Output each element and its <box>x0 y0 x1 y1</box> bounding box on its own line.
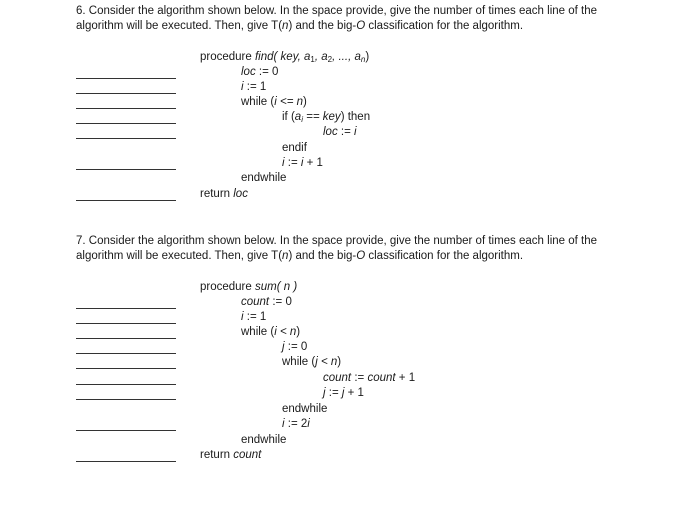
q6-assign-var: loc <box>323 126 338 138</box>
q6-while-cond: i <= n <box>274 96 304 108</box>
q6-assign-i: i <box>354 126 357 138</box>
q7-j-incr-mid: := <box>325 387 342 399</box>
q6-incr-plus: + 1 <box>303 157 323 169</box>
q7-while2-kw: while ( <box>282 356 316 368</box>
q7-i-rest: := 1 <box>243 311 267 323</box>
q6-incr-var: i <box>282 157 285 169</box>
q6-line-assign <box>323 125 357 140</box>
q6-endwhile: endwhile <box>241 172 287 184</box>
q6-proc-close: ) <box>365 51 370 63</box>
q7-answer-blank-8[interactable] <box>76 430 176 431</box>
q6-loc-rest: := 0 <box>255 66 279 78</box>
q6-while-kw: while ( <box>241 96 275 108</box>
q7-count-var: count <box>241 296 270 308</box>
q7-count-incr-mid: := <box>351 372 368 384</box>
q7-while1-close: ) <box>296 326 301 338</box>
q7-j-incr-plus: + 1 <box>344 387 364 399</box>
q6-answer-blank-7[interactable] <box>76 200 176 201</box>
q7-line-while-outer <box>241 325 300 340</box>
q6-proc-subn: n <box>360 55 366 64</box>
q7-line-endwhile-outer <box>241 433 286 448</box>
q6-loc-var: loc <box>241 66 256 78</box>
q6-if-sub: i <box>301 115 303 124</box>
q7-i-double-b: i <box>307 418 310 430</box>
q6-proc-c1: , a <box>314 51 328 63</box>
q6-answer-blank-4[interactable] <box>76 123 176 124</box>
q7-line-j-incr <box>323 386 364 401</box>
q6-i-rest: := 1 <box>243 81 267 93</box>
q6-answer-blank-5[interactable] <box>76 138 176 139</box>
question-7-number: 7. <box>76 235 86 247</box>
question-7 <box>76 234 676 264</box>
q7-line-endwhile-inner <box>282 402 327 417</box>
q7-count-rest: := 0 <box>269 296 292 308</box>
q6-l2a: algorithm will be executed. Then, give T( <box>76 20 283 32</box>
q6-answer-blank-3[interactable] <box>76 108 176 109</box>
q7-proc-name: sum <box>254 281 277 293</box>
q6-l2c: classification for the algorithm. <box>365 20 524 32</box>
q7-answer-blank-2[interactable] <box>76 323 176 324</box>
question-6-line1: Consider the algorithm shown below. In the space provide, give the number of times each line of the <box>88 5 598 17</box>
q7-count-incr-a: count <box>323 372 352 384</box>
q7-answer-blank-4[interactable] <box>76 353 176 354</box>
q6-line-endif <box>282 141 307 156</box>
q7-j-var: j <box>282 341 285 353</box>
q6-proc-args: ( key, a <box>273 51 311 63</box>
question-6-number: 6. <box>76 5 86 17</box>
q7-proc-args: ( n ) <box>276 281 298 293</box>
q7-while1-cond: i < n <box>274 326 297 338</box>
q7-i-double-a: i <box>282 418 285 430</box>
q7-j-incr-a: j <box>323 387 326 399</box>
q6-incr-rest: := <box>284 157 301 169</box>
q7-line-count-incr <box>323 371 415 386</box>
q7-l2o: O <box>356 250 366 262</box>
question-6-prompt <box>76 4 676 34</box>
q7-i-var: i <box>241 311 244 323</box>
q6-line-endwhile <box>241 171 286 186</box>
q6-proc-sub1: 1 <box>310 55 315 64</box>
q7-l2b: ) and the big- <box>288 250 357 262</box>
q6-l2n: n <box>282 20 289 32</box>
question-7-line1: Consider the algorithm shown below. In the space provide, give the number of times each line of the <box>88 235 598 247</box>
q7-line-i-double <box>282 417 310 432</box>
q6-proc-name: find <box>254 51 274 63</box>
q6-if-then: ) then <box>340 111 371 123</box>
q7-l2c: classification for the algorithm. <box>365 250 524 262</box>
q7-answer-blank-6[interactable] <box>76 384 176 385</box>
q6-procedure-header <box>200 50 369 65</box>
q7-line-i-init <box>241 310 266 325</box>
q6-if-a: a <box>294 111 302 123</box>
q7-while2-close: ) <box>337 356 342 368</box>
q7-procedure-header <box>200 280 297 295</box>
q7-answer-blank-7[interactable] <box>76 399 176 400</box>
q7-proc-kw: procedure <box>200 281 255 293</box>
q6-proc-kw: procedure <box>200 51 255 63</box>
question-6 <box>76 4 676 34</box>
q7-answer-blank-1[interactable] <box>76 308 176 309</box>
q7-return-kw: return <box>200 449 234 461</box>
q6-l2o: O <box>356 20 366 32</box>
q6-line-while <box>241 95 307 110</box>
q7-count-incr-plus: + 1 <box>395 372 416 384</box>
q7-line-while-inner <box>282 355 341 370</box>
q6-proc-rest: , ..., a <box>332 51 361 63</box>
q7-endwhile-inner: endwhile <box>282 403 328 415</box>
q6-l2b: ) and the big- <box>288 20 357 32</box>
q6-return-var: loc <box>233 188 248 200</box>
q6-while-close: ) <box>303 96 307 108</box>
q6-line-return <box>200 187 248 202</box>
q6-proc-sub2: 2 <box>327 55 333 64</box>
q6-if-cond: == key <box>302 111 341 123</box>
q7-j-incr-b: j <box>341 387 345 399</box>
q7-return-var: count <box>233 449 262 461</box>
q6-return-kw: return <box>200 188 234 200</box>
q7-line-return <box>200 448 261 463</box>
q7-answer-blank-9[interactable] <box>76 461 176 462</box>
q7-i-double-mid: := 2 <box>284 418 308 430</box>
q6-assign-rest: := <box>337 126 355 138</box>
q7-while2-cond: j < n <box>315 356 338 368</box>
q7-line-count-init <box>241 295 292 310</box>
q6-answer-blank-6[interactable] <box>76 169 176 170</box>
q6-line-i-init <box>241 80 266 95</box>
q6-line-incr <box>282 156 323 171</box>
q7-j-rest: := 0 <box>284 341 308 353</box>
q6-line-loc-init <box>241 65 278 80</box>
q7-while1-kw: while ( <box>241 326 275 338</box>
q7-line-j-init <box>282 340 307 355</box>
q6-if-kw: if ( <box>282 111 295 123</box>
q7-answer-blank-3[interactable] <box>76 338 176 339</box>
q7-count-incr-b: count <box>367 372 396 384</box>
question-7-prompt <box>76 234 676 264</box>
q7-l2n: n <box>282 250 289 262</box>
q7-l2a: algorithm will be executed. Then, give T( <box>76 250 283 262</box>
q7-endwhile-outer: endwhile <box>241 434 287 446</box>
q6-endif: endif <box>282 142 307 154</box>
q7-answer-blank-5[interactable] <box>76 368 176 369</box>
q6-i-var: i <box>241 81 244 93</box>
q6-answer-blank-1[interactable] <box>76 78 176 79</box>
q6-line-if <box>282 110 370 125</box>
q6-incr-i: i <box>300 157 304 169</box>
q6-answer-blank-2[interactable] <box>76 93 176 94</box>
